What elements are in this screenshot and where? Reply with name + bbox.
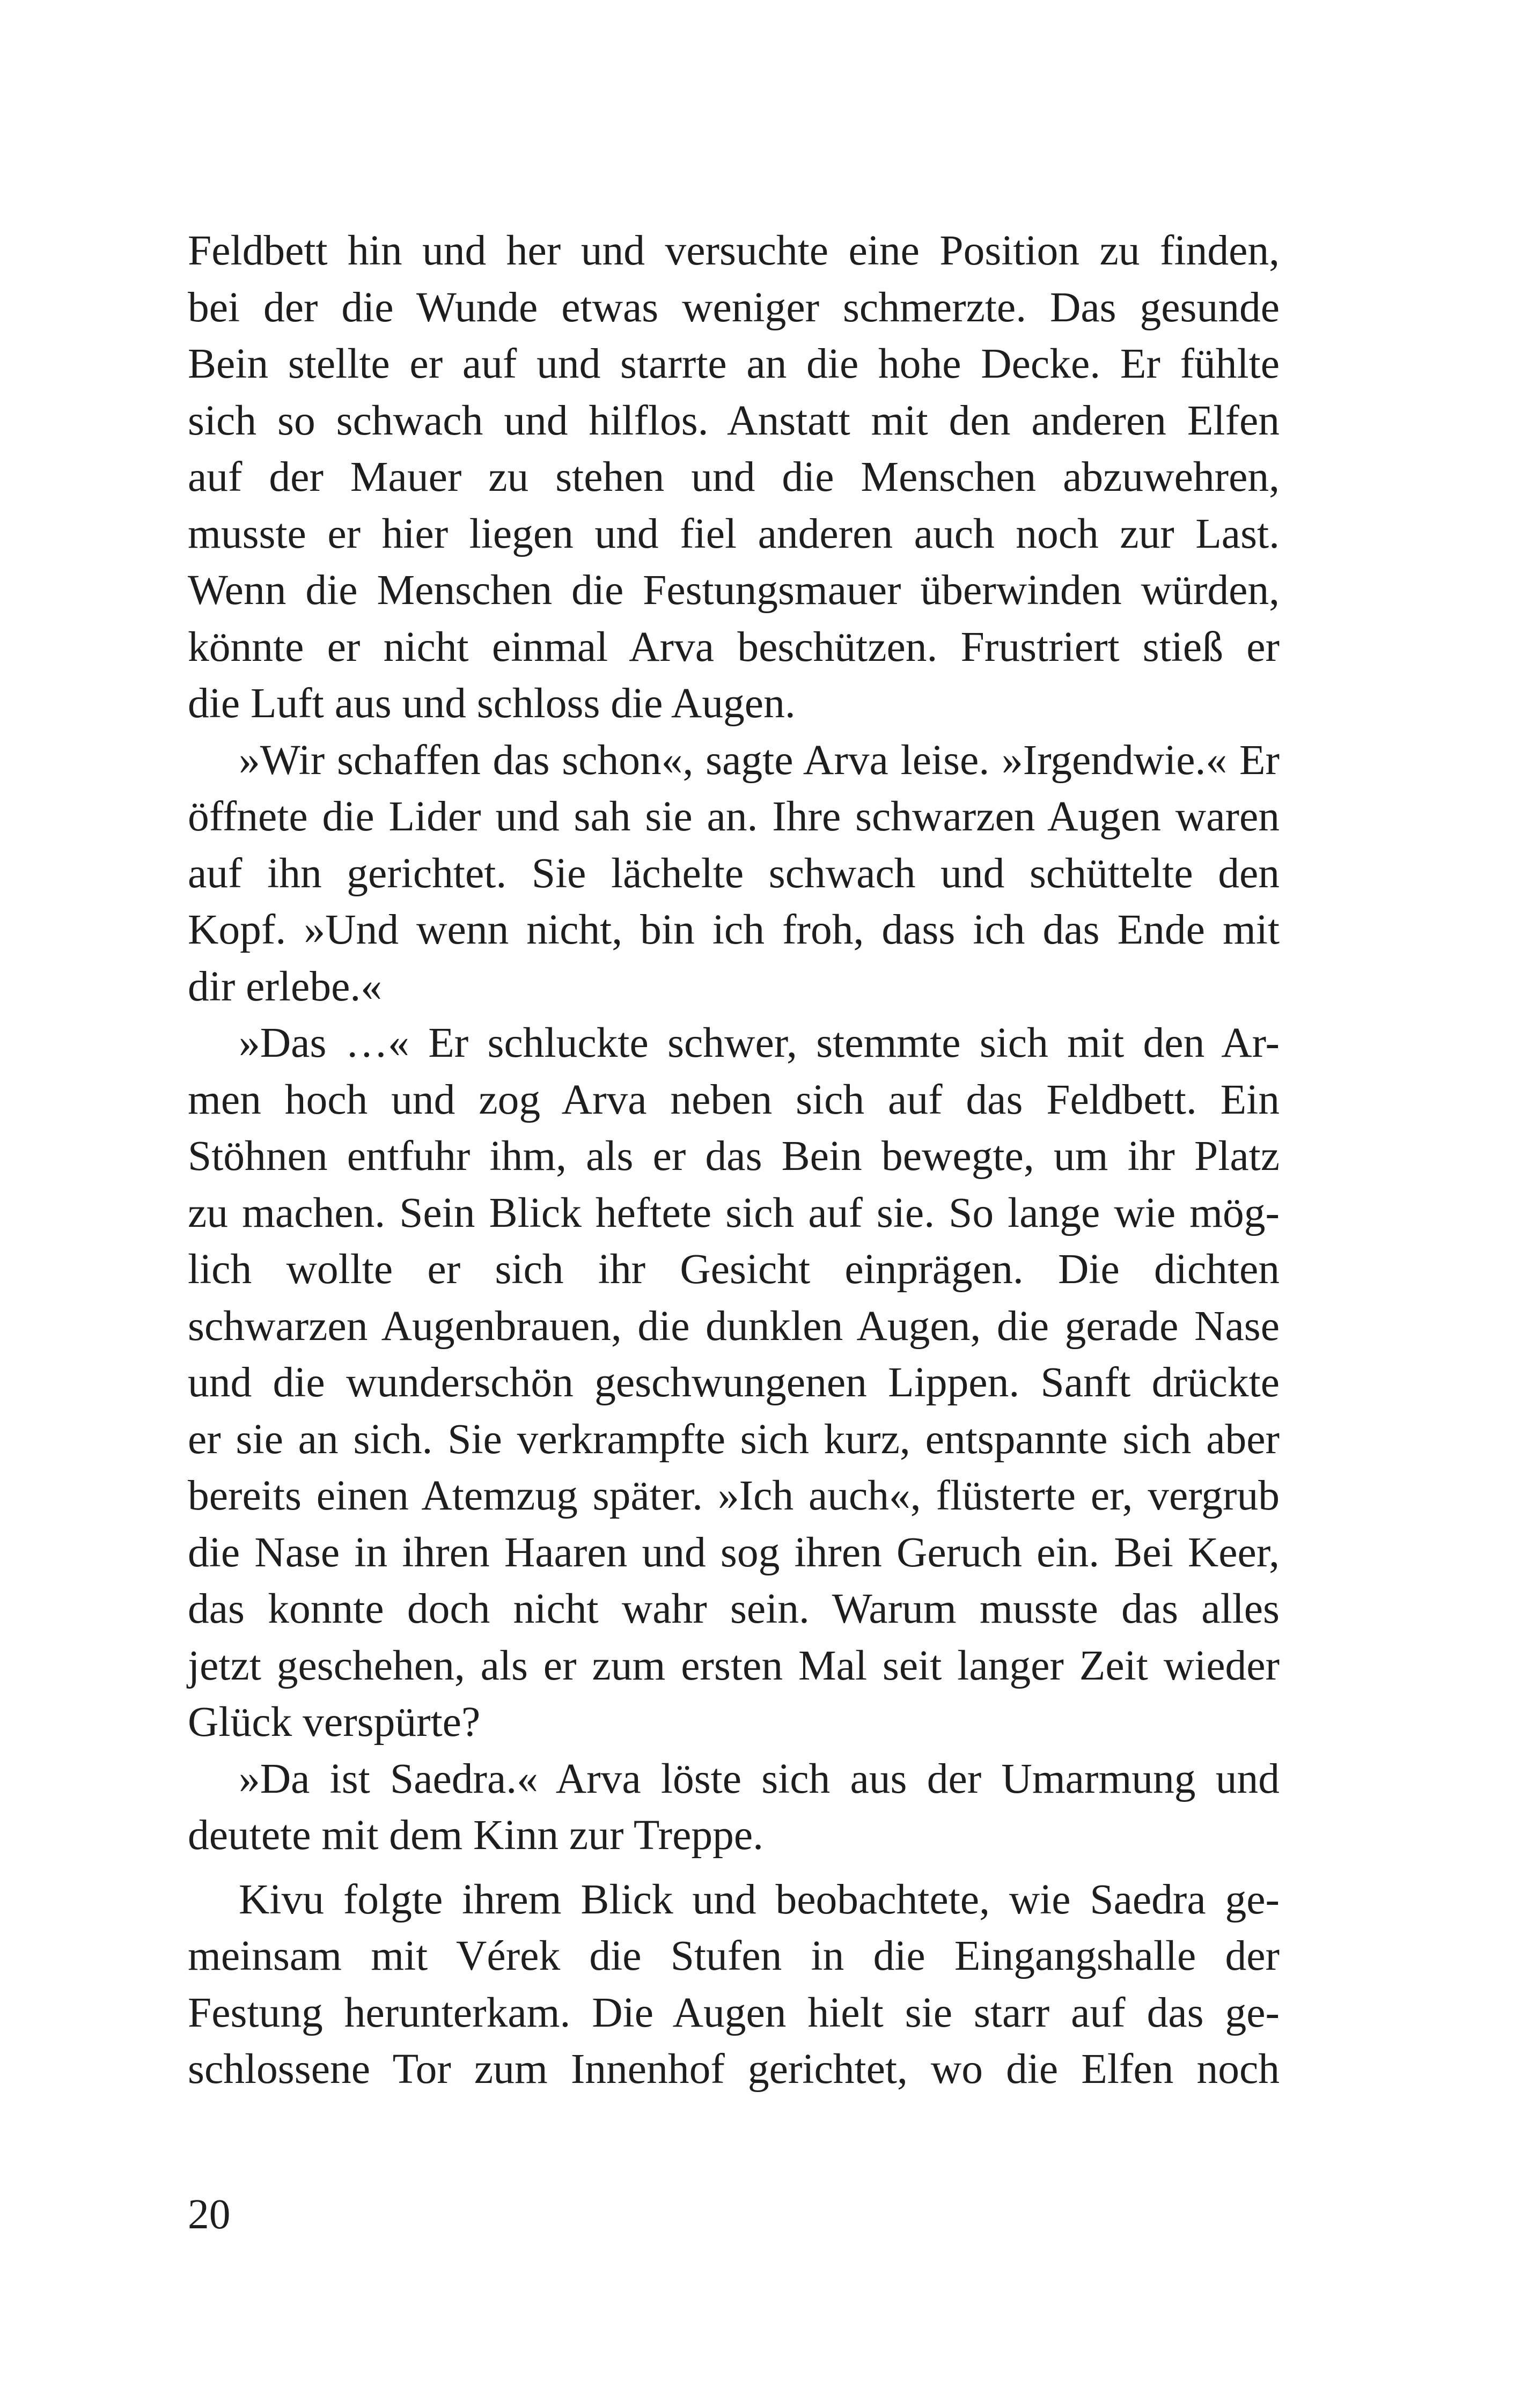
text-line: dir erlebe.«: [188, 962, 382, 1010]
paragraph: [188, 732, 1280, 1015]
text-line: er sie an sich. Sie verkrampfte sich kurz, entspannte sich aber: [188, 1415, 1280, 1463]
text-line: Wenn die Menschen die Festungsmauer überwinden würden,: [188, 566, 1280, 614]
text-line: zu machen. Sein Blick heftete sich auf sie. So lange wie mög-: [188, 1189, 1280, 1236]
text-line: Feldbett hin und her und versuchte eine Position zu finden,: [188, 227, 1280, 274]
text-line: lich wollte er sich ihr Gesicht einprägen. Die dichten: [188, 1246, 1280, 1293]
text-line: men hoch und zog Arva neben sich auf das Feldbett. Ein: [188, 1076, 1280, 1123]
text-line: und die wunderschön geschwungenen Lippen. Sanft drückte: [188, 1359, 1280, 1406]
page-body-text: [188, 223, 1280, 2098]
text-line: jetzt geschehen, als er zum ersten Mal seit langer Zeit wieder: [188, 1641, 1280, 1689]
text-line: musste er hier liegen und fiel anderen auch noch zur Last.: [188, 510, 1280, 557]
text-line: die Nase in ihren Haaren und sog ihren Geruch ein. Bei Keer,: [188, 1528, 1280, 1576]
text-line: Kopf. »Und wenn nicht, bin ich froh, dass ich das Ende mit: [188, 906, 1280, 953]
paragraph: [188, 1872, 1280, 2098]
page-number: 20: [188, 2191, 231, 2238]
text-line: sich so schwach und hilflos. Anstatt mit den anderen Elfen: [188, 396, 1280, 444]
text-line: auf der Mauer zu stehen und die Menschen abzuwehren,: [188, 453, 1280, 500]
text-line: Kivu folgte ihrem Blick und beobachtete, wie Saedra ge-: [239, 1875, 1280, 1923]
text-line: auf ihn gerichtet. Sie lächelte schwach und schüttelte den: [188, 849, 1280, 897]
text-line: öffnete die Lider und sah sie an. Ihre schwarzen Augen waren: [188, 793, 1280, 840]
text-line: meinsam mit Vérek die Stufen in die Eingangshalle der: [188, 1932, 1280, 1979]
text-line: bereits einen Atemzug später. »Ich auch«, flüsterte er, vergrub: [188, 1472, 1280, 1519]
paragraph: [188, 1751, 1280, 1864]
text-line: Glück verspürte?: [188, 1698, 481, 1746]
text-line: die Luft aus und schloss die Augen.: [188, 680, 796, 727]
paragraph-spacer: [188, 1864, 1280, 1872]
text-line: das konnte doch nicht wahr sein. Warum musste das alles: [188, 1585, 1280, 1632]
text-line: bei der die Wunde etwas weniger schmerzte. Das gesunde: [188, 283, 1280, 331]
text-line: Festung herunterkam. Die Augen hielt sie starr auf das ge-: [188, 1989, 1280, 2036]
text-line: schlossene Tor zum Innenhof gerichtet, wo die Elfen noch: [188, 2045, 1280, 2093]
text-line: schwarzen Augenbrauen, die dunklen Augen, die gerade Nase: [188, 1302, 1280, 1350]
text-line: Bein stellte er auf und starrte an die hohe Decke. Er fühlte: [188, 340, 1280, 387]
text-line: deutete mit dem Kinn zur Treppe.: [188, 1811, 764, 1859]
text-line: könnte er nicht einmal Arva beschützen. Frustriert stieß er: [188, 623, 1280, 671]
text-line: »Wir schaffen das schon«, sagte Arva leise. »Irgendwie.« Er: [239, 736, 1280, 784]
text-line: »Das …« Er schluckte schwer, stemmte sich mit den Ar-: [239, 1019, 1280, 1066]
paragraph: [188, 1015, 1280, 1751]
text-line: »Da ist Saedra.« Arva löste sich aus der Umarmung und: [239, 1755, 1280, 1802]
text-line: Stöhnen entfuhr ihm, als er das Bein bewegte, um ihr Platz: [188, 1132, 1280, 1180]
paragraph: [188, 223, 1280, 732]
